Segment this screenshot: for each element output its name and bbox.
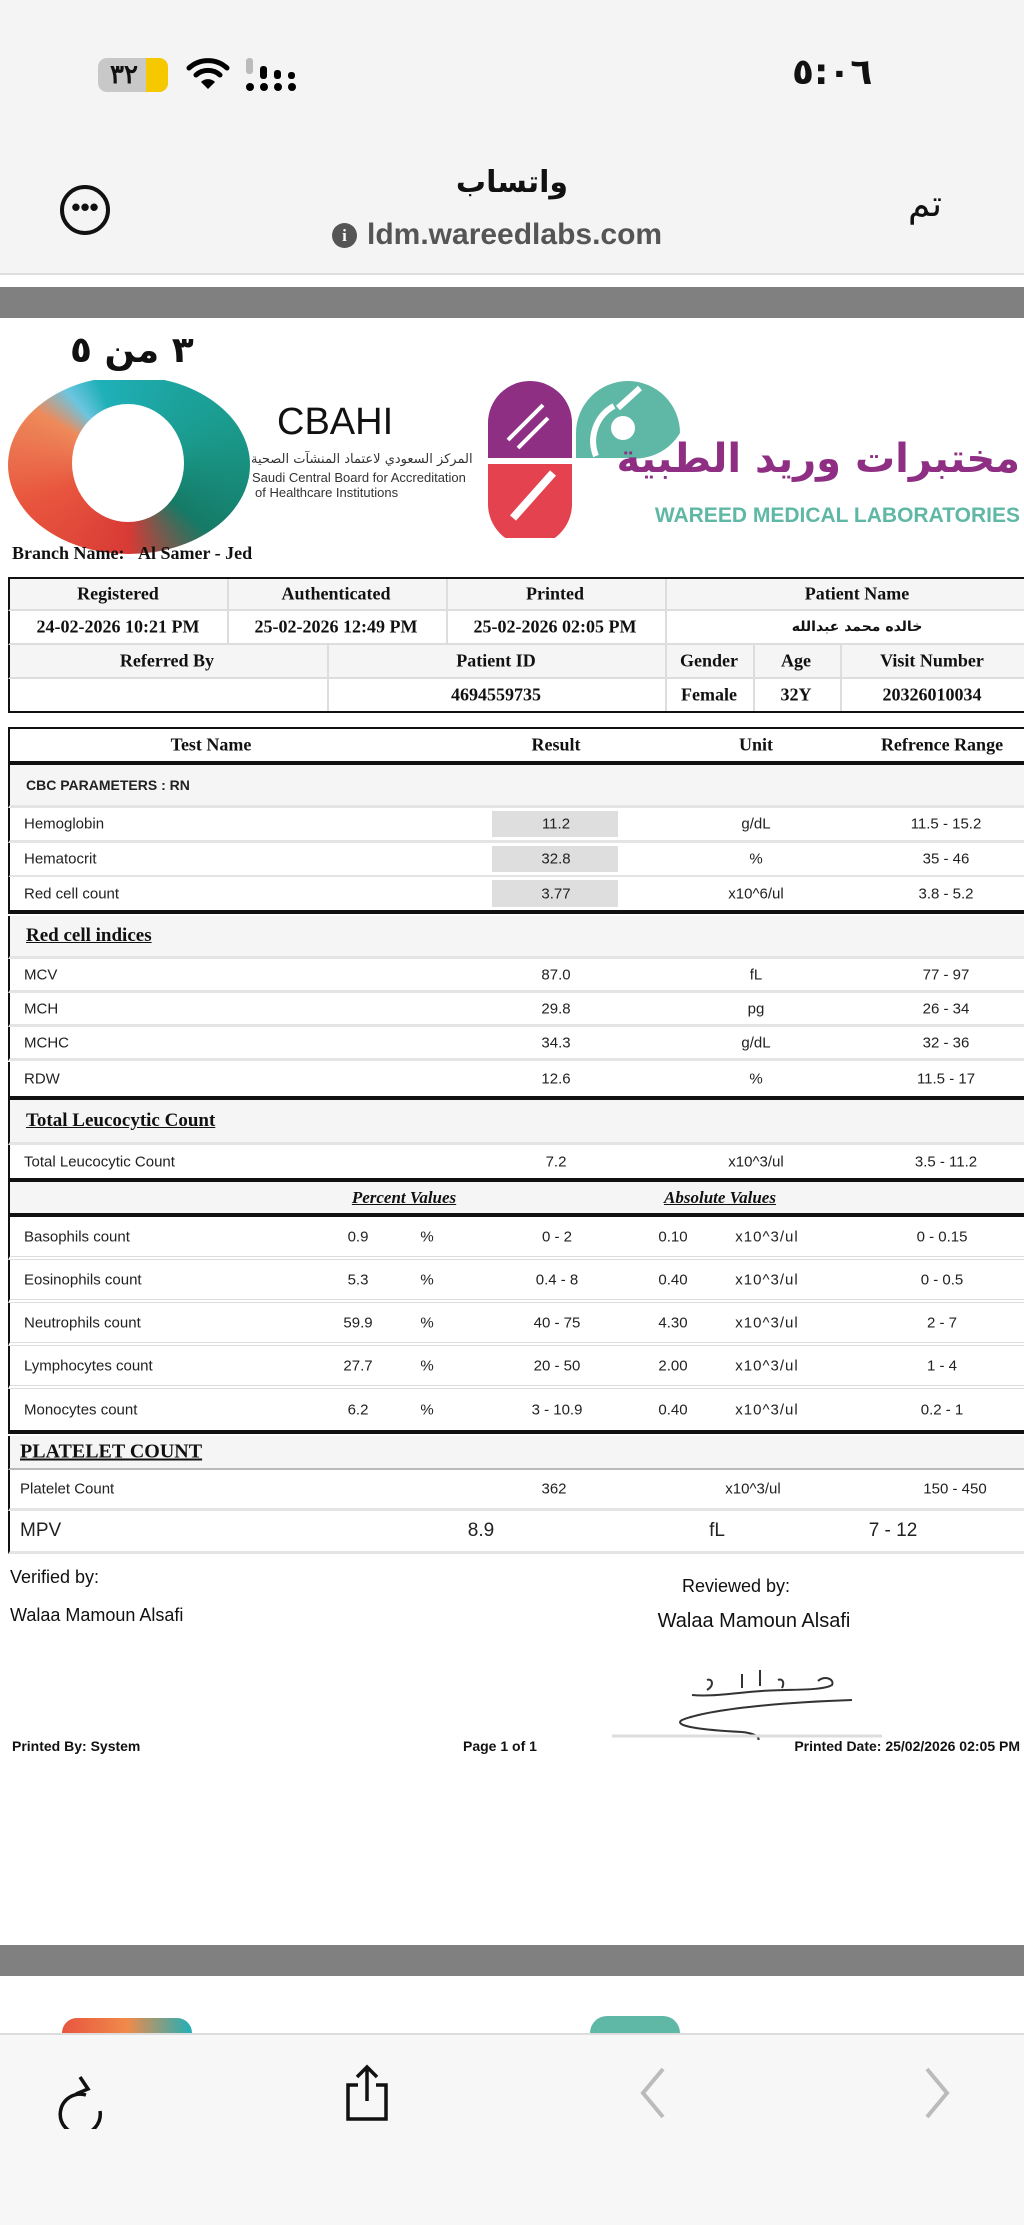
test-reference-range: 7 - 12 xyxy=(868,1520,918,1541)
test-name-header: Test Name xyxy=(170,734,252,755)
column-divider xyxy=(227,579,229,609)
test-name: Platelet Count xyxy=(20,1480,115,1498)
wareed-arabic-name: مختبرات وريد الطبية xyxy=(616,436,1020,482)
test-row xyxy=(8,1145,1024,1182)
cbahi-arabic: المركز السعودي لاعتماد المنشآت الصحية xyxy=(251,452,473,467)
test-reference-range: 32 - 36 xyxy=(922,1034,970,1051)
absolute-range: 0 - 0.5 xyxy=(920,1271,964,1288)
differential-row xyxy=(8,1260,1024,1303)
absolute-value: 0.10 xyxy=(658,1228,688,1245)
test-name: Total Leucocytic Count xyxy=(24,1153,175,1170)
absolute-value: 0.40 xyxy=(658,1271,688,1288)
clock: ٥:٠٦ xyxy=(792,52,873,93)
test-unit: x10^6/ul xyxy=(728,885,784,902)
unit-header: Unit xyxy=(738,734,774,755)
test-name: Red cell count xyxy=(24,885,120,902)
signal-icon xyxy=(246,58,298,97)
percent-range: 3 - 10.9 xyxy=(531,1401,583,1418)
percent-range: 0.4 - 8 xyxy=(535,1271,579,1288)
section-cbc xyxy=(8,765,1024,808)
age-header: Age xyxy=(781,650,811,671)
test-reference-range: 77 - 97 xyxy=(922,966,970,983)
test-row xyxy=(8,993,1024,1027)
column-divider xyxy=(665,579,667,609)
column-divider xyxy=(327,679,329,711)
test-unit: fL xyxy=(749,966,763,983)
tlc-section-title: Total Leucocytic Count xyxy=(26,1110,216,1131)
authenticated-value: 25-02-2026 12:49 PM xyxy=(254,616,418,637)
test-name: MCHC xyxy=(24,1034,69,1051)
absolute-value: 0.40 xyxy=(658,1401,688,1418)
page-separator xyxy=(0,287,1024,318)
absolute-value: 4.30 xyxy=(658,1314,688,1331)
percent-unit: % xyxy=(420,1357,434,1374)
page-indicator: ٣ من ٥ xyxy=(70,330,194,371)
visit-number-header: Visit Number xyxy=(880,650,984,671)
test-reference-range: 11.5 - 17 xyxy=(916,1070,976,1088)
differential-row xyxy=(8,1346,1024,1389)
visit-number-value: 20326010034 xyxy=(882,684,982,705)
chevron-left-icon xyxy=(638,2065,668,2121)
browser-header xyxy=(0,0,1024,275)
share-icon xyxy=(342,2063,392,2123)
referred-by-header: Referred By xyxy=(119,650,215,671)
branch-value: Al Samer - Jed xyxy=(138,543,253,563)
chevron-right-icon xyxy=(922,2065,952,2121)
more-options-button[interactable] xyxy=(60,185,110,235)
test-unit: x10^3/ul xyxy=(725,1480,781,1498)
wareed-english-name: WAREED MEDICAL LABORATORIES xyxy=(654,504,1020,527)
result-header: Result xyxy=(531,734,581,755)
test-row xyxy=(8,843,1024,878)
next-page-wareed-logo-peek xyxy=(590,2016,680,2033)
verified-label: Verified by: xyxy=(10,1567,100,1587)
authenticated-header: Authenticated xyxy=(281,583,391,604)
test-result: 7.2 xyxy=(545,1153,567,1170)
battery-level: ٣٢ xyxy=(110,59,138,89)
registered-value: 24-02-2026 10:21 PM xyxy=(36,616,200,637)
reference-range-header: Refrence Range xyxy=(880,734,1004,755)
cbahi-name: CBAHI xyxy=(277,401,394,443)
ellipsis-icon: ••• xyxy=(71,192,99,222)
patient-id-value: 4694559735 xyxy=(451,684,541,705)
info-icon[interactable]: i xyxy=(332,223,357,248)
absolute-unit: x10^3/ul xyxy=(735,1271,799,1288)
printed-by: Printed By: System xyxy=(12,1738,141,1754)
reload-button[interactable] xyxy=(58,2071,108,2134)
gender-header: Gender xyxy=(680,650,738,671)
absolute-range: 0 - 0.15 xyxy=(916,1228,968,1245)
test-unit: % xyxy=(749,850,763,868)
absolute-values-header: Absolute Values xyxy=(664,1187,776,1207)
test-result: 87.0 xyxy=(541,966,571,983)
column-divider xyxy=(753,645,755,677)
absolute-unit: x10^3/ul xyxy=(735,1357,799,1374)
differential-row xyxy=(8,1389,1024,1434)
patient-name-header: Patient Name xyxy=(804,583,910,604)
test-row xyxy=(8,959,1024,993)
page-separator-2 xyxy=(0,1945,1024,1976)
back-button[interactable] xyxy=(638,2065,668,2126)
percent-value: 59.9 xyxy=(343,1314,373,1331)
done-button[interactable]: تم xyxy=(908,184,942,225)
percent-unit: % xyxy=(420,1228,434,1245)
absolute-unit: x10^3/ul xyxy=(735,1401,799,1418)
verified-name: Walaa Mamoun Alsafi xyxy=(10,1605,184,1625)
cbc-section-title: CBC PARAMETERS : RN xyxy=(26,777,190,793)
differential-header-row xyxy=(8,1182,1024,1217)
registered-header: Registered xyxy=(77,583,159,604)
url-text: ldm.wareedlabs.com xyxy=(367,218,663,251)
test-result: 29.8 xyxy=(541,1000,571,1017)
test-reference-range: 35 - 46 xyxy=(922,850,970,868)
test-result: 11.2 xyxy=(541,815,571,833)
test-row xyxy=(8,808,1024,843)
absolute-range: 0.2 - 1 xyxy=(920,1401,964,1418)
column-divider xyxy=(840,679,842,711)
section-red-cell-indices xyxy=(8,916,1024,959)
reviewed-name: Walaa Mamoun Alsafi xyxy=(657,1610,851,1632)
test-name: MCV xyxy=(24,966,58,983)
percent-value: 5.3 xyxy=(347,1271,369,1288)
page-number: Page 1 of 1 xyxy=(463,1738,537,1754)
test-row xyxy=(8,1062,1024,1100)
printed-value: 25-02-2026 02:05 PM xyxy=(473,616,637,637)
test-result: 8.9 xyxy=(467,1520,495,1541)
cbahi-english-2: of Healthcare Institutions xyxy=(255,485,399,500)
test-row xyxy=(8,877,1024,914)
test-reference-range: 3.8 - 5.2 xyxy=(918,885,974,902)
info-header-row xyxy=(8,577,1024,611)
test-unit: g/dL xyxy=(741,815,771,833)
info-values-row xyxy=(8,611,1024,645)
battery-indicator xyxy=(98,58,168,92)
gender-value: Female xyxy=(681,684,737,705)
test-unit: pg xyxy=(747,1000,765,1017)
patient-name-value: خالده محمد عبدالله xyxy=(791,619,923,635)
cell-name: Eosinophils count xyxy=(24,1271,142,1288)
test-result: 32.8 xyxy=(541,850,571,868)
platelet-section-title: PLATELET COUNT xyxy=(20,1440,203,1463)
test-reference-range: 11.5 - 15.2 xyxy=(910,815,982,833)
test-name: Hemoglobin xyxy=(24,815,105,833)
percent-range: 0 - 2 xyxy=(541,1228,573,1245)
test-name: Hematocrit xyxy=(24,850,97,868)
info-header-row-2 xyxy=(8,645,1024,679)
test-unit: g/dL xyxy=(741,1034,771,1051)
signature xyxy=(612,1660,882,1745)
column-divider xyxy=(227,611,229,643)
percent-range: 20 - 50 xyxy=(533,1357,581,1374)
absolute-range: 2 - 7 xyxy=(926,1314,958,1331)
cell-name: Basophils count xyxy=(24,1228,130,1245)
test-unit: x10^3/ul xyxy=(728,1153,784,1170)
test-unit: fL xyxy=(709,1520,725,1541)
test-name: RDW xyxy=(24,1070,60,1088)
absolute-unit: x10^3/ul xyxy=(735,1314,799,1331)
column-divider xyxy=(665,645,667,677)
differential-row xyxy=(8,1303,1024,1346)
percent-value: 27.7 xyxy=(343,1357,373,1374)
results-header-row xyxy=(8,727,1024,765)
column-divider xyxy=(327,645,329,677)
percent-value: 0.9 xyxy=(347,1228,369,1245)
column-divider xyxy=(753,679,755,711)
patient-id-header: Patient ID xyxy=(456,650,536,671)
absolute-unit: x10^3/ul xyxy=(735,1228,799,1245)
wifi-icon xyxy=(186,56,230,97)
column-divider xyxy=(840,645,842,677)
printed-header: Printed xyxy=(526,583,584,604)
cell-name: Monocytes count xyxy=(24,1401,138,1418)
printed-date: Printed Date: 25/02/2026 02:05 PM xyxy=(794,1738,1020,1754)
cell-name: Neutrophils count xyxy=(24,1314,141,1331)
info-values-row-2 xyxy=(8,679,1024,713)
percent-range: 40 - 75 xyxy=(533,1314,581,1331)
cell-name: Lymphocytes count xyxy=(24,1357,153,1374)
test-result: 362 xyxy=(541,1480,567,1498)
test-name: MPV xyxy=(20,1520,62,1541)
cbahi-logo xyxy=(8,376,250,554)
cbahi-english-1: Saudi Central Board for Accreditation xyxy=(252,470,466,485)
test-result: 3.77 xyxy=(541,885,571,902)
column-divider xyxy=(665,679,667,711)
percent-unit: % xyxy=(420,1314,434,1331)
test-result: 12.6 xyxy=(541,1070,571,1088)
page-title: واتساب xyxy=(455,165,569,200)
test-result: 34.3 xyxy=(541,1034,571,1051)
test-row xyxy=(8,1470,1024,1511)
age-value: 32Y xyxy=(780,684,812,705)
differential-row xyxy=(8,1217,1024,1260)
test-reference-range: 26 - 34 xyxy=(922,1000,970,1017)
column-divider xyxy=(446,579,448,609)
reload-icon xyxy=(58,2071,108,2129)
test-row-mpv xyxy=(8,1511,1024,1554)
test-row xyxy=(8,1027,1024,1061)
percent-unit: % xyxy=(420,1271,434,1288)
reviewed-label: Reviewed by: xyxy=(681,1576,791,1596)
branch-label: Branch Name: xyxy=(12,543,125,563)
next-page-cbahi-logo-peek xyxy=(62,2018,192,2033)
section-tlc xyxy=(8,1100,1024,1145)
absolute-value: 2.00 xyxy=(658,1357,688,1374)
absolute-range: 1 - 4 xyxy=(926,1357,958,1374)
test-unit: % xyxy=(749,1070,763,1088)
column-divider xyxy=(665,611,667,643)
test-reference-range: 150 - 450 xyxy=(923,1480,987,1498)
percent-unit: % xyxy=(420,1401,434,1418)
url-bar[interactable] xyxy=(332,218,662,252)
column-divider xyxy=(446,611,448,643)
red-cell-indices-title: Red cell indices xyxy=(26,925,152,946)
section-platelet xyxy=(8,1436,1024,1470)
forward-button[interactable] xyxy=(922,2065,952,2126)
percent-value: 6.2 xyxy=(347,1401,369,1418)
test-name: MCH xyxy=(24,1000,59,1017)
share-button[interactable] xyxy=(342,2063,392,2128)
bottom-toolbar xyxy=(0,2033,1024,2225)
test-reference-range: 3.5 - 11.2 xyxy=(914,1153,978,1170)
percent-values-header: Percent Values xyxy=(351,1187,457,1207)
